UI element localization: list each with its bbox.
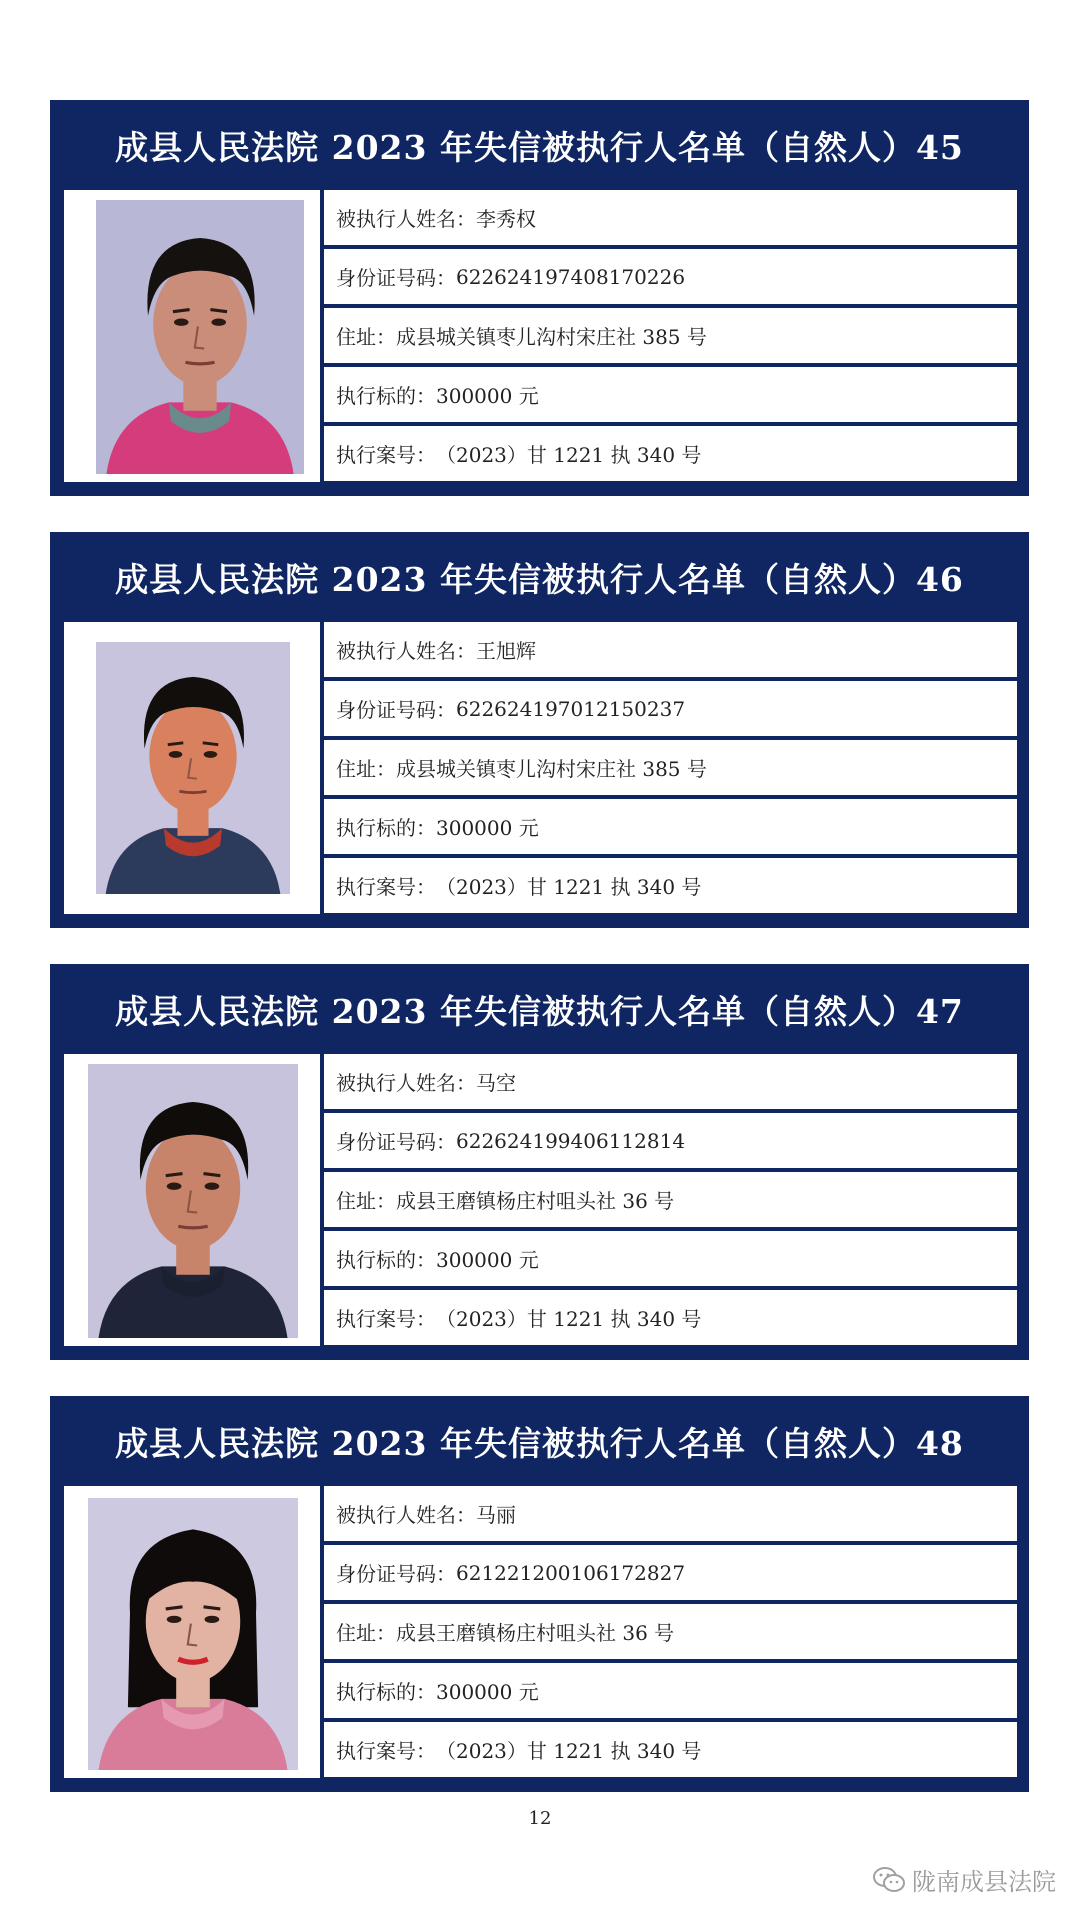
amount-row (324, 367, 1017, 422)
field-value: 300000 元 (436, 1680, 539, 1704)
name-row (324, 622, 1017, 677)
portrait-photo (96, 642, 290, 894)
field-label: 执行标的： (336, 1680, 436, 1704)
field-value: （2023）甘 1221 执 340 号 (436, 1739, 702, 1763)
field-value: 成县王磨镇杨庄村咀头社 36 号 (396, 1189, 675, 1213)
name-row (324, 1486, 1017, 1541)
field-label: 被执行人姓名： (336, 639, 476, 663)
field-label: 执行案号： (336, 1307, 436, 1331)
field-value: 王旭辉 (476, 639, 536, 663)
source-watermark (872, 1862, 1056, 1897)
info-table (324, 190, 1017, 482)
field-value: 300000 元 (436, 1248, 539, 1272)
portrait-photo (88, 1498, 298, 1770)
address-row (324, 740, 1017, 795)
field-value: 李秀权 (476, 207, 536, 231)
field-value: 成县王磨镇杨庄村咀头社 36 号 (396, 1621, 675, 1645)
field-value: 马丽 (476, 1503, 516, 1527)
id-number-row (324, 681, 1017, 736)
record-card (50, 1396, 1029, 1792)
portrait-photo (88, 1064, 298, 1338)
watermark-text: 陇南成县法院 (912, 1868, 1056, 1896)
field-label: 住址： (336, 757, 396, 781)
photo-cell (64, 1054, 320, 1346)
field-label: 身份证号码： (336, 1130, 456, 1154)
amount-row (324, 1231, 1017, 1286)
field-label: 执行标的： (336, 816, 436, 840)
field-label: 住址： (336, 1189, 396, 1213)
photo-cell (64, 190, 320, 482)
address-row (324, 308, 1017, 363)
record-card (50, 532, 1029, 928)
field-value: 成县城关镇枣儿沟村宋庄社 385 号 (396, 325, 707, 349)
portrait-photo (96, 200, 304, 474)
address-row (324, 1604, 1017, 1659)
field-value: 621221200106172827 (456, 1560, 686, 1585)
field-label: 执行标的： (336, 1248, 436, 1272)
field-value: 300000 元 (436, 384, 539, 408)
field-label: 身份证号码： (336, 266, 456, 290)
photo-cell (64, 622, 320, 914)
amount-row (324, 1663, 1017, 1718)
field-label: 执行标的： (336, 384, 436, 408)
field-value: 622624199406112814 (456, 1128, 686, 1153)
field-label: 被执行人姓名： (336, 1071, 476, 1095)
field-label: 住址： (336, 325, 396, 349)
address-row (324, 1172, 1017, 1227)
field-value: （2023）甘 1221 执 340 号 (436, 443, 702, 467)
case-number-row (324, 426, 1017, 481)
field-label: 执行案号： (336, 1739, 436, 1763)
field-value: （2023）甘 1221 执 340 号 (436, 1307, 702, 1331)
field-value: 300000 元 (436, 816, 539, 840)
field-label: 执行案号： (336, 443, 436, 467)
info-table (324, 1486, 1017, 1778)
record-title: 成县人民法院 2023 年失信被执行人名单（自然人）46 (115, 559, 964, 599)
record-card (50, 100, 1029, 496)
amount-row (324, 799, 1017, 854)
field-label: 执行案号： (336, 875, 436, 899)
id-number-row (324, 1113, 1017, 1168)
page-number: 12 (528, 1808, 552, 1829)
name-row (324, 1054, 1017, 1109)
field-value: 622624197012150237 (456, 696, 686, 721)
record-title: 成县人民法院 2023 年失信被执行人名单（自然人）47 (115, 991, 964, 1031)
field-value: （2023）甘 1221 执 340 号 (436, 875, 702, 899)
field-label: 被执行人姓名： (336, 1503, 476, 1527)
field-label: 被执行人姓名： (336, 207, 476, 231)
field-value: 成县城关镇枣儿沟村宋庄社 385 号 (396, 757, 707, 781)
wechat-icon (872, 1866, 906, 1894)
record-title: 成县人民法院 2023 年失信被执行人名单（自然人）48 (115, 1423, 964, 1463)
case-number-row (324, 1290, 1017, 1345)
name-row (324, 190, 1017, 245)
field-label: 身份证号码： (336, 698, 456, 722)
record-card (50, 964, 1029, 1360)
record-title: 成县人民法院 2023 年失信被执行人名单（自然人）45 (115, 127, 964, 167)
case-number-row (324, 1722, 1017, 1777)
id-number-row (324, 1545, 1017, 1600)
photo-cell (64, 1486, 320, 1778)
field-label: 住址： (336, 1621, 396, 1645)
info-table (324, 622, 1017, 914)
field-value: 马空 (476, 1071, 516, 1095)
info-table (324, 1054, 1017, 1346)
case-number-row (324, 858, 1017, 913)
id-number-row (324, 249, 1017, 304)
field-label: 身份证号码： (336, 1562, 456, 1586)
field-value: 622624197408170226 (456, 264, 686, 289)
